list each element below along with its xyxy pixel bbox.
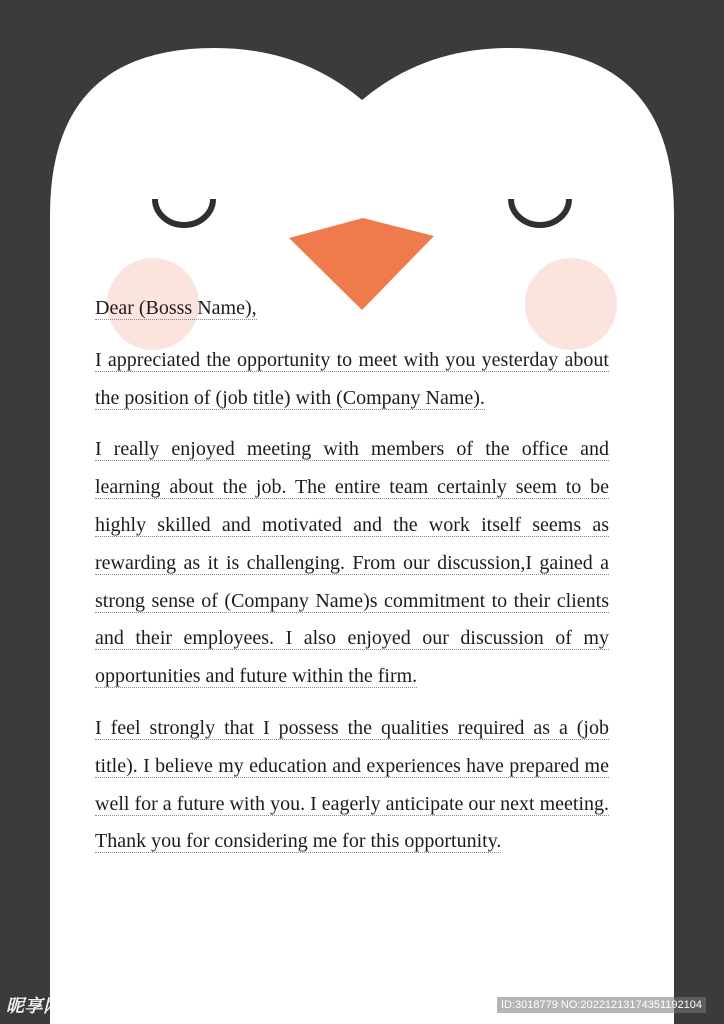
cover-letter <box>95 290 609 875</box>
watermark-id: ID:3018779 NO:20221213174351192104 <box>497 997 706 1013</box>
letter-paragraph-1: I appreciated the opportunity to meet with you yesterday about the position of (job title) with (Company Name). <box>95 348 609 409</box>
letter-paragraph-2: I really enjoyed meeting with members of the office and learning about the job. The entire team certainly seem to be highly skilled and motivated and the work itself seems as rewarding as it is challenging. From our discussion,I gained a strong sense of (Company Name)s commitment to their clients and their employees. I also enjoyed our discussion of my opportunities and future within the firm. <box>95 438 609 688</box>
salutation: Dear (Bosss Name), <box>95 297 257 319</box>
watermark-logo: 昵享网 www.nipic.cn <box>6 996 180 1016</box>
letter-paragraph-3: I feel strongly that I possess the qualities required as a (job title). I believe my education and experiences have prepared me well for a future with you. I eagerly anticipate our next meeting. Thank you for considering me for this opportunity. <box>95 716 609 853</box>
